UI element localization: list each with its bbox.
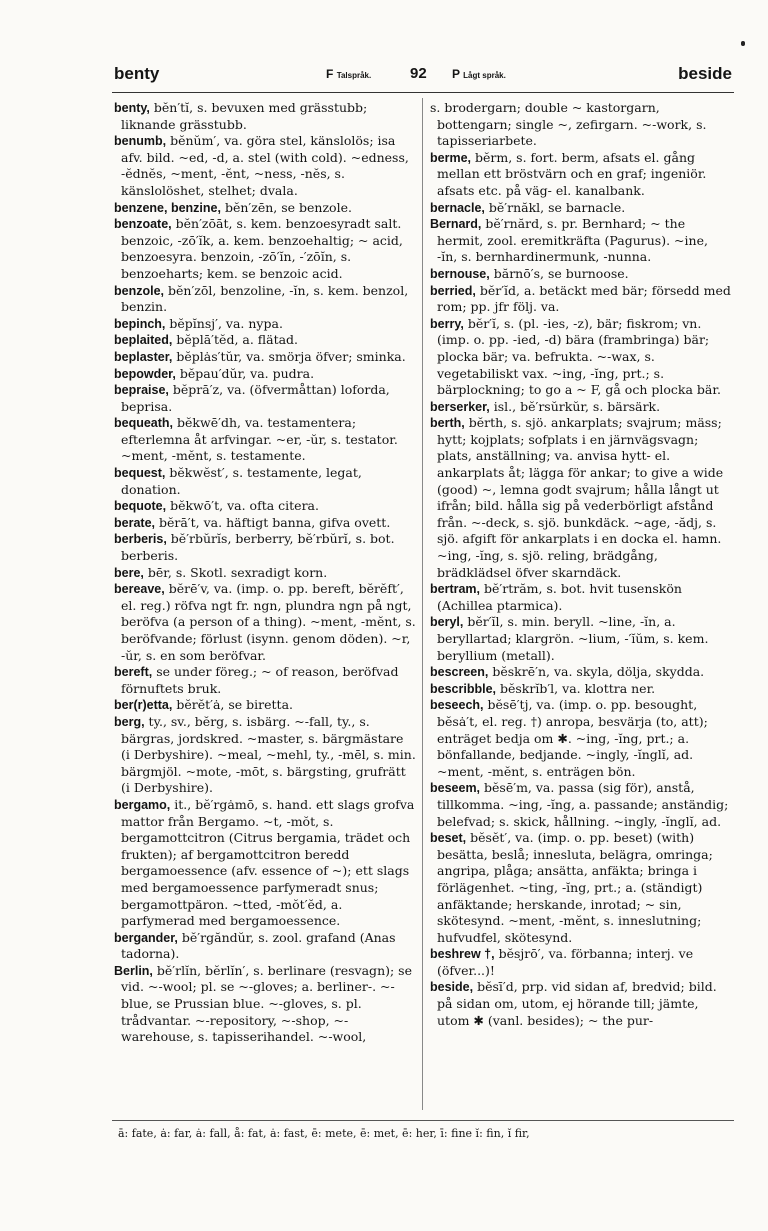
dictionary-entry — [114, 332, 416, 349]
dictionary-entry — [114, 316, 416, 333]
entry-headword: berserker, — [430, 399, 490, 414]
guide-word-left: benty — [114, 64, 160, 83]
entry-headword: berth, — [430, 416, 465, 431]
entry-definition: bĕplā′tĕd, a. flätad. — [176, 332, 299, 348]
dictionary-entry — [114, 200, 416, 217]
dictionary-entry — [430, 415, 732, 581]
entry-headword: bepraise, — [114, 383, 169, 398]
entry-definition: bĕn′zōl, benzoline, -ĭn, s. kem. benzol, benzin. — [121, 282, 409, 315]
entry-definition: bĕsĕt′, va. (imp. o. pp. beset) (with) besätta, beslå; innesluta, belägra, omringa; angripa, plåga; ansätta, anfäkta; bringa i förlägenhet. ~ting, -ĭng, prt.; a. (ständigt) anfäktande; herskande, inrotad; ~ sin, skötesynd. ~ment, -mĕnt, s. inneslutning; hufvudfel, skötesynd. — [437, 830, 713, 945]
entry-definition: bĕrĕt′ȧ, se biretta. — [176, 697, 293, 713]
entry-definition: bĕrth, s. sjö. ankarplats; svajrum; mäss; hytt; kojplats; sofplats i en järnvägsvagn; plats, anställning; va. anvisa hytt- el. ankarplats åt; lägga för ankar; to give a wide (good) ~, lemna godt svajrum; hålla långt ut ifrån; bild. hålla sig på vederbörligt afstånd från. ~-deck, s. sjö. bunkdäck. ~age, -ădj, s. sjö. afgift för ankarplats i en docka el. hamn. ~ing, -ĭng, s. sjö. reling, brädgång, brädklädsel öfver skarndäck. — [437, 415, 724, 580]
entry-headword: bequeath, — [114, 416, 174, 431]
entry-definition: bĕ′rlĭn, bĕrlĭn′, s. berlinare (resvagn); se vid. ~-wool; pl. se ~-gloves; a. berliner-. ~-blue, se Prussian blue. ~-gloves, s. pl. trådvantar. ~-repository, ~-shop, ~-warehouse, s. tapisserihandel. ~-wool, — [121, 962, 412, 1045]
entry-definition: bĕ′rtrăm, s. bot. hvit tusenskön (Achillea ptarmica). — [437, 581, 682, 613]
entry-definition: bĕrā′t, va. häftigt banna, gifva ovett. — [158, 514, 391, 530]
entry-headword: bergander, — [114, 930, 178, 945]
entry-headword: benty, — [114, 101, 150, 115]
dictionary-entry — [114, 100, 416, 133]
register-note-vulgar: P Lågt språk. — [452, 67, 506, 81]
dictionary-entry — [430, 664, 732, 681]
entry-headword: berg, — [114, 714, 145, 729]
entry-definition: bĕskrē′n, va. skyla, dölja, skydda. — [492, 664, 705, 680]
column-divider — [422, 98, 423, 1110]
footer-rule — [112, 1120, 734, 1121]
entry-headword: berry, — [430, 316, 464, 331]
dictionary-entry — [430, 266, 732, 283]
register-note-colloquial: F Talspråk. — [326, 67, 372, 81]
entry-definition: bĕsē′tj, va. (imp. o. pp. besought, bĕsȧ′t, el. reg. †) anropa, besvärja (to, att); enträget bedja om ✱. ~ing, -ĭng, prt.; a. bönfallande, bedjande. ~ingly, -ĭnglĭ, ad. ~ment, -mĕnt, s. enträgen bön. — [437, 697, 708, 779]
entry-definition: bēr, s. Skotl. sexradigt korn. — [147, 564, 328, 580]
entry-headword: beset, — [430, 831, 467, 846]
entry-headword: beseech, — [430, 698, 484, 713]
entry-headword: bernacle, — [430, 200, 485, 215]
entry-headword: bepowder, — [114, 366, 176, 381]
dictionary-entry — [114, 531, 416, 564]
guide-word-right: beside — [678, 64, 732, 83]
entry-headword: bere, — [114, 565, 144, 580]
dictionary-entry — [430, 100, 732, 150]
dictionary-entry — [114, 366, 416, 383]
entry-headword: benzene, benzine, — [114, 200, 221, 215]
dictionary-entry — [430, 946, 732, 979]
entry-headword: bergamo, — [114, 797, 171, 812]
entry-headword: bereft, — [114, 665, 153, 680]
entry-headword: bertram, — [430, 582, 481, 597]
entry-headword: bescribble, — [430, 681, 496, 696]
dictionary-entry — [114, 465, 416, 498]
dictionary-entry — [430, 216, 732, 266]
entry-definition: se under föreg.; ~ of reason, beröfvad förnuftets bruk. — [121, 664, 399, 696]
dictionary-entry — [430, 150, 732, 200]
entry-definition: bĕr′ĭd, a. betäckt med bär; försedd med rom; pp. jfr följ. va. — [437, 282, 731, 315]
entry-headword: Berlin, — [114, 963, 153, 978]
dictionary-entry — [114, 714, 416, 797]
entry-definition: bĕkwō′t, va. ofta citera. — [170, 498, 319, 514]
dictionary-entry — [114, 283, 416, 316]
entry-definition: bĕ′rgăndŭr, s. zool. grafand (Anas tadorna). — [121, 929, 396, 962]
dictionary-entry — [430, 581, 732, 614]
entry-definition: bĕrm, s. fort. berm, afsats el. gång mellan ett bröstvärn och en graf; ingeniör. afsats etc. på väg- el. kanalbank. — [437, 149, 707, 198]
entry-definition: bărnō′s, se burnoose. — [493, 265, 629, 281]
entry-definition: s. brodergarn; double ~ kastorgarn, bottengarn; single ~, zefirgarn. ~-work, s. tapisseriarbete. — [430, 100, 707, 149]
dictionary-entry — [114, 565, 416, 582]
entry-headword: bepinch, — [114, 316, 166, 331]
entry-definition: ty., sv., bĕrg, s. isbärg. ~-fall, ty., s. bärgras, jordskred. ~master, s. bärgmästare (i Derbyshire). ~meal, ~mehl, ty., -mēl, s. min. bärgmjöl. ~mote, -mōt, s. bärgsting, grufrätt (i Derbyshire). — [121, 713, 416, 796]
entry-definition: bĕ′rnăkl, se barnacle. — [488, 199, 626, 215]
entry-headword: beseem, — [430, 781, 481, 796]
entry-headword: bescreen, — [430, 665, 489, 680]
dictionary-entry — [430, 681, 732, 698]
page-mark — [741, 41, 745, 46]
entry-definition: bĕpĭnsj′, va. nypa. — [169, 315, 283, 331]
left-column — [114, 100, 416, 1046]
entry-definition: bĕnŭm′, va. göra stel, känslolös; isa afv. bild. ~ed, -d, a. stel (with cold). ~edness, -ĕdnĕs, ~ment, -ĕnt, ~ness, -nĕs, s. känslolöshet, stelhet; dvala. — [121, 133, 409, 198]
entry-definition: it., bĕ′rgȧmō, s. hand. ett slags grofva mattor från Bergamo. ~t, -mŏt, s. bergamottcitron (Citrus bergamia, trädet och frukten); af bergamottcitron beredd bergamoessence (afv. essence of ~); ett slags med bergamoessence parfymeradt snus; bergamottpäron. ~tted, -mŏt′ĕd, a. parfymerad med bergamoessence. — [121, 796, 415, 929]
entry-headword: benzoate, — [114, 217, 172, 232]
entry-headword: berried, — [430, 283, 476, 298]
entry-headword: bequest, — [114, 466, 166, 481]
entry-definition: bĕsē′m, va. passa (sig för), anstå, tillkomma. ~ing, -ĭng, a. passande; anständig; belefvad; s. skick, hållning. ~ingly, -ĭnglĭ, ad. — [437, 780, 729, 829]
dictionary-entry — [430, 830, 732, 946]
entry-headword: beshrew †, — [430, 947, 495, 962]
entry-headword: benumb, — [114, 134, 167, 149]
dictionary-entry — [114, 697, 416, 714]
entry-definition: bĕsjrō′, va. förbanna; interj. ve (öfver...)! — [437, 946, 694, 978]
dictionary-entry — [430, 316, 732, 399]
entry-definition: bĕprā′z, va. (öfvermåttan) loforda, beprisa. — [121, 382, 390, 414]
header-rule — [112, 92, 734, 93]
entry-headword: ber(r)etta, — [114, 698, 173, 713]
entry-definition: bĕn′zōāt, s. kem. benzoesyradt salt. benzoic, -zō′ĭk, a. kem. benzoehaltig; ~ acid, benzoesyra. benzoin, -zō′ĭn, -′zōĭn, s. benzoeharts; kem. se benzoic acid. — [121, 216, 403, 281]
pronunciation-key: ā: fate, ȧ: far, ȧ: fall, å: fat, ȧ: fast, ē: mete, ē: met, ē: her, ī: fine ĭ: fin, ĭ fir, — [118, 1127, 530, 1140]
dictionary-entry — [114, 664, 416, 697]
entry-headword: berberis, — [114, 532, 167, 547]
dictionary-entry — [114, 963, 416, 1046]
entry-definition: bĕ′rnărd, s. pr. Bernhard; ~ the hermit, zool. eremitkräfta (Pagurus). ~ine, -ĭn, s. bernhardinermunk, -nunna. — [437, 216, 708, 265]
dictionary-entry — [114, 133, 416, 199]
dictionary-entry — [114, 382, 416, 415]
entry-definition: bĕn′zēn, se benzole. — [224, 199, 352, 215]
entry-headword: berate, — [114, 515, 155, 530]
entry-definition: bĕr′ĭ, s. (pl. -ies, -z), bär; fiskrom; vn. (imp. o. pp. -ied, -d) bära (frambringa) bär; plocka bär; va. befrukta. ~-wax, s. vegetabiliskt vax. ~ing, -ĭng, prt.; s. bärplockning; to go a ~ F, gå och plocka bär. — [437, 315, 721, 398]
dictionary-entry — [430, 399, 732, 416]
entry-headword: bernouse, — [430, 266, 490, 281]
entry-headword: berme, — [430, 150, 471, 165]
dictionary-entry — [430, 200, 732, 217]
entry-headword: bereave, — [114, 582, 165, 597]
dictionary-entry — [114, 930, 416, 963]
entry-definition: bĕpau′dŭr, va. pudra. — [179, 365, 315, 381]
entry-definition: bĕsī′d, prp. vid sidan af, bredvid; bild. på sidan om, utom, ej hörande till; jämte, utom ✱ (vanl. besides); ~ the pur- — [437, 979, 717, 1028]
entry-headword: benzole, — [114, 283, 165, 298]
entry-definition: bĕ′rbŭrĭs, berberry, bĕ′rbŭrĭ, s. bot. berberis. — [121, 531, 395, 564]
dictionary-entry — [114, 515, 416, 532]
dictionary-entry — [430, 283, 732, 316]
dictionary-entry — [114, 349, 416, 366]
entry-headword: beryl, — [430, 615, 464, 630]
dictionary-entry — [114, 216, 416, 282]
entry-headword: Bernard, — [430, 217, 482, 232]
entry-definition: bĕkwē′dh, va. testamentera; efterlemna åt arfvingar. ~er, -ŭr, s. testator. ~ment, -mĕnt, s. testamente. — [121, 415, 398, 464]
entry-definition: bĕrē′v, va. (imp. o. pp. bereft, bĕrĕft′, el. reg.) röfva ngt fr. ngn, plundra ngn på ngt, beröfva (a person of a thing). ~ment, -mĕnt, s. beröfvande; förlust (isynn. genom döden). ~r, -ŭr, s. en som beröfvar. — [121, 581, 416, 663]
entry-headword: beplaited, — [114, 333, 173, 348]
entry-headword: beside, — [430, 980, 474, 995]
entry-headword: bequote, — [114, 499, 167, 514]
dictionary-entry — [430, 697, 732, 780]
dictionary-entry — [430, 979, 732, 1029]
page-header — [114, 62, 732, 86]
right-column — [430, 100, 732, 1029]
dictionary-entry — [430, 614, 732, 664]
entry-definition: bĕskrĭb′l, va. klottra ner. — [499, 680, 656, 696]
entry-definition: bĕn′tĭ, s. bevuxen med grässtubb; liknande grässtubb. — [121, 100, 368, 132]
entry-headword: beplaster, — [114, 349, 173, 364]
dictionary-entry — [114, 581, 416, 664]
dictionary-entry — [430, 780, 732, 830]
page-number: 92 — [410, 65, 427, 82]
dictionary-entry — [114, 415, 416, 465]
dictionary-entry — [114, 797, 416, 930]
entry-definition: bĕr′ĭl, s. min. beryll. ~line, -ĭn, a. beryllartad; klargrön. ~lium, -′ĭŭm, s. kem. beryllium (metall). — [437, 614, 709, 663]
entry-definition: bĕkwĕst′, s. testamente, legat, donation. — [121, 465, 362, 497]
entry-definition: isl., bĕ′rsŭrkŭr, s. bärsärk. — [493, 398, 661, 414]
dictionary-entry — [114, 498, 416, 515]
entry-definition: bĕplȧs′tŭr, va. smörja öfver; sminka. — [176, 348, 406, 364]
